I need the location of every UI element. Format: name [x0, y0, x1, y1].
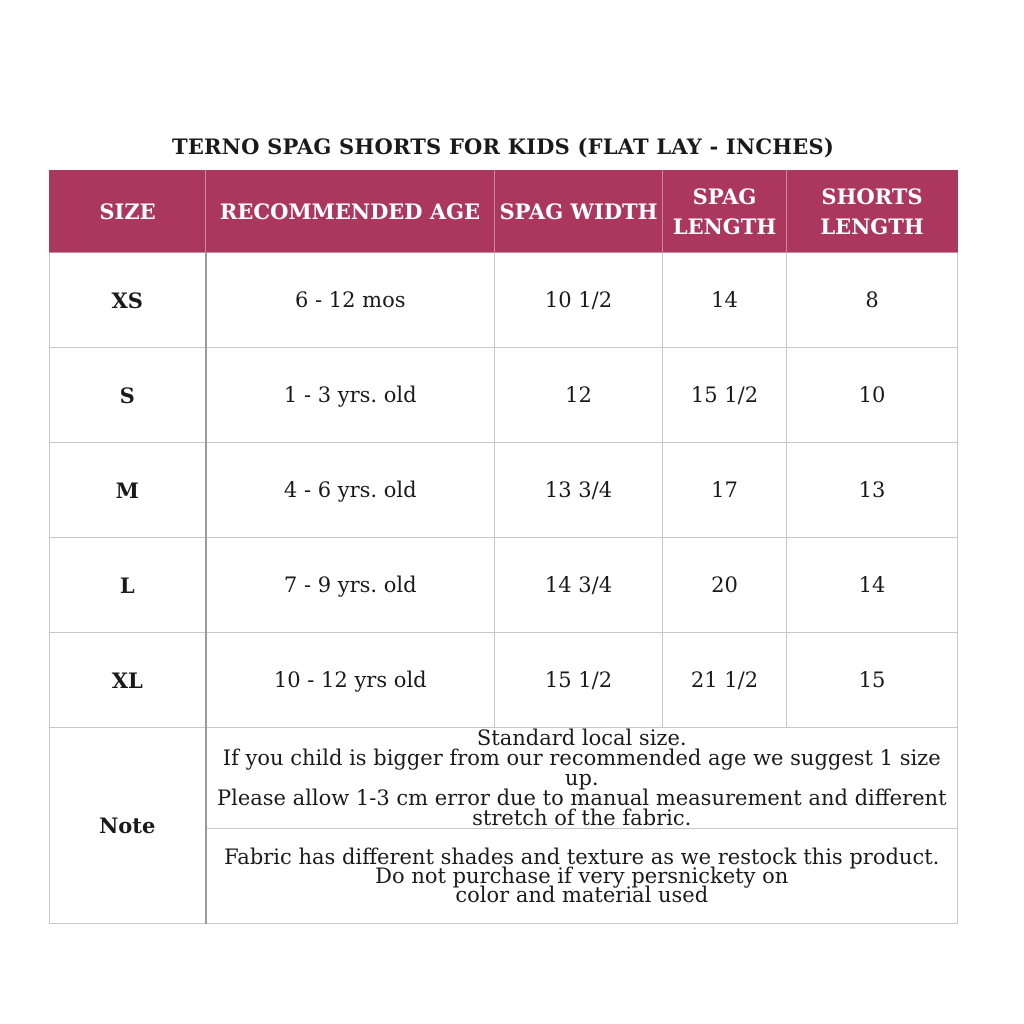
note-line: Please allow 1-3 cm error due to manual measurement and different stretch of the fabric.: [216, 786, 947, 830]
spag-length-cell: 20: [663, 538, 787, 633]
table-row: [50, 538, 958, 633]
shorts-length-cell: 13: [787, 443, 958, 538]
table-row: [50, 348, 958, 443]
spag-length-cell: 17: [663, 443, 787, 538]
spag-width-cell: 12: [495, 348, 663, 443]
header-spag-length-line1: SPAG: [692, 183, 757, 209]
spag-width-cell: 10 1/2: [495, 253, 663, 348]
shorts-length-cell: 10: [787, 348, 958, 443]
shorts-length-cell: 14: [787, 538, 958, 633]
header-shorts-length-line1: SHORTS: [821, 183, 923, 209]
header-row: [50, 171, 958, 253]
size-cell: XL: [50, 633, 206, 728]
note-extra-cell: [206, 829, 958, 924]
shorts-length-cell: 15: [787, 633, 958, 728]
table-row: [50, 253, 958, 348]
note-extra-line: Fabric has different shades and texture as we restock this product. Do not purchase if very persnickety on: [224, 844, 940, 888]
header-spag-length: [663, 171, 787, 253]
note-label-cell: [50, 728, 206, 924]
size-cell: L: [50, 538, 206, 633]
age-cell: 1 - 3 yrs. old: [206, 348, 495, 443]
header-recommended-age-line1: RECOMMENDED AGE: [219, 198, 481, 224]
note-line: If you child is bigger from our recommended age we suggest 1 size up.: [222, 746, 941, 790]
header-shorts-length-line2: LENGTH: [820, 213, 924, 239]
note-main-cell: [206, 728, 958, 829]
age-cell: 4 - 6 yrs. old: [206, 443, 495, 538]
shorts-length-cell: 8: [787, 253, 958, 348]
spag-length-cell: 15 1/2: [663, 348, 787, 443]
header-size-line1: SIZE: [99, 198, 156, 224]
age-cell: 6 - 12 mos: [206, 253, 495, 348]
table-header: [50, 171, 958, 253]
note-extra-line: color and material used: [455, 882, 709, 907]
table-body: [50, 253, 958, 924]
header-spag-width: [495, 171, 663, 253]
size-cell: S: [50, 348, 206, 443]
age-cell: 10 - 12 yrs old: [206, 633, 495, 728]
header-size: [50, 171, 206, 253]
note-row: [50, 728, 958, 829]
header-spag-width-line1: SPAG WIDTH: [499, 198, 658, 224]
header-spag-length-line2: LENGTH: [672, 213, 777, 239]
chart-title: TERNO SPAG SHORTS FOR KIDS (FLAT LAY - INCHES): [172, 134, 834, 159]
spag-length-cell: 14: [663, 253, 787, 348]
header-recommended-age: [206, 171, 495, 253]
spag-width-cell: 13 3/4: [495, 443, 663, 538]
table-row: [50, 633, 958, 728]
spag-length-cell: 21 1/2: [663, 633, 787, 728]
note-label: Note: [99, 813, 156, 838]
spag-width-cell: 15 1/2: [495, 633, 663, 728]
size-chart-table: [49, 170, 958, 924]
age-cell: 7 - 9 yrs. old: [206, 538, 495, 633]
spag-width-cell: 14 3/4: [495, 538, 663, 633]
table-row: [50, 443, 958, 538]
header-shorts-length: [787, 171, 958, 253]
note-line: Standard local size.: [476, 726, 687, 750]
size-cell: M: [50, 443, 206, 538]
size-cell: XS: [50, 253, 206, 348]
